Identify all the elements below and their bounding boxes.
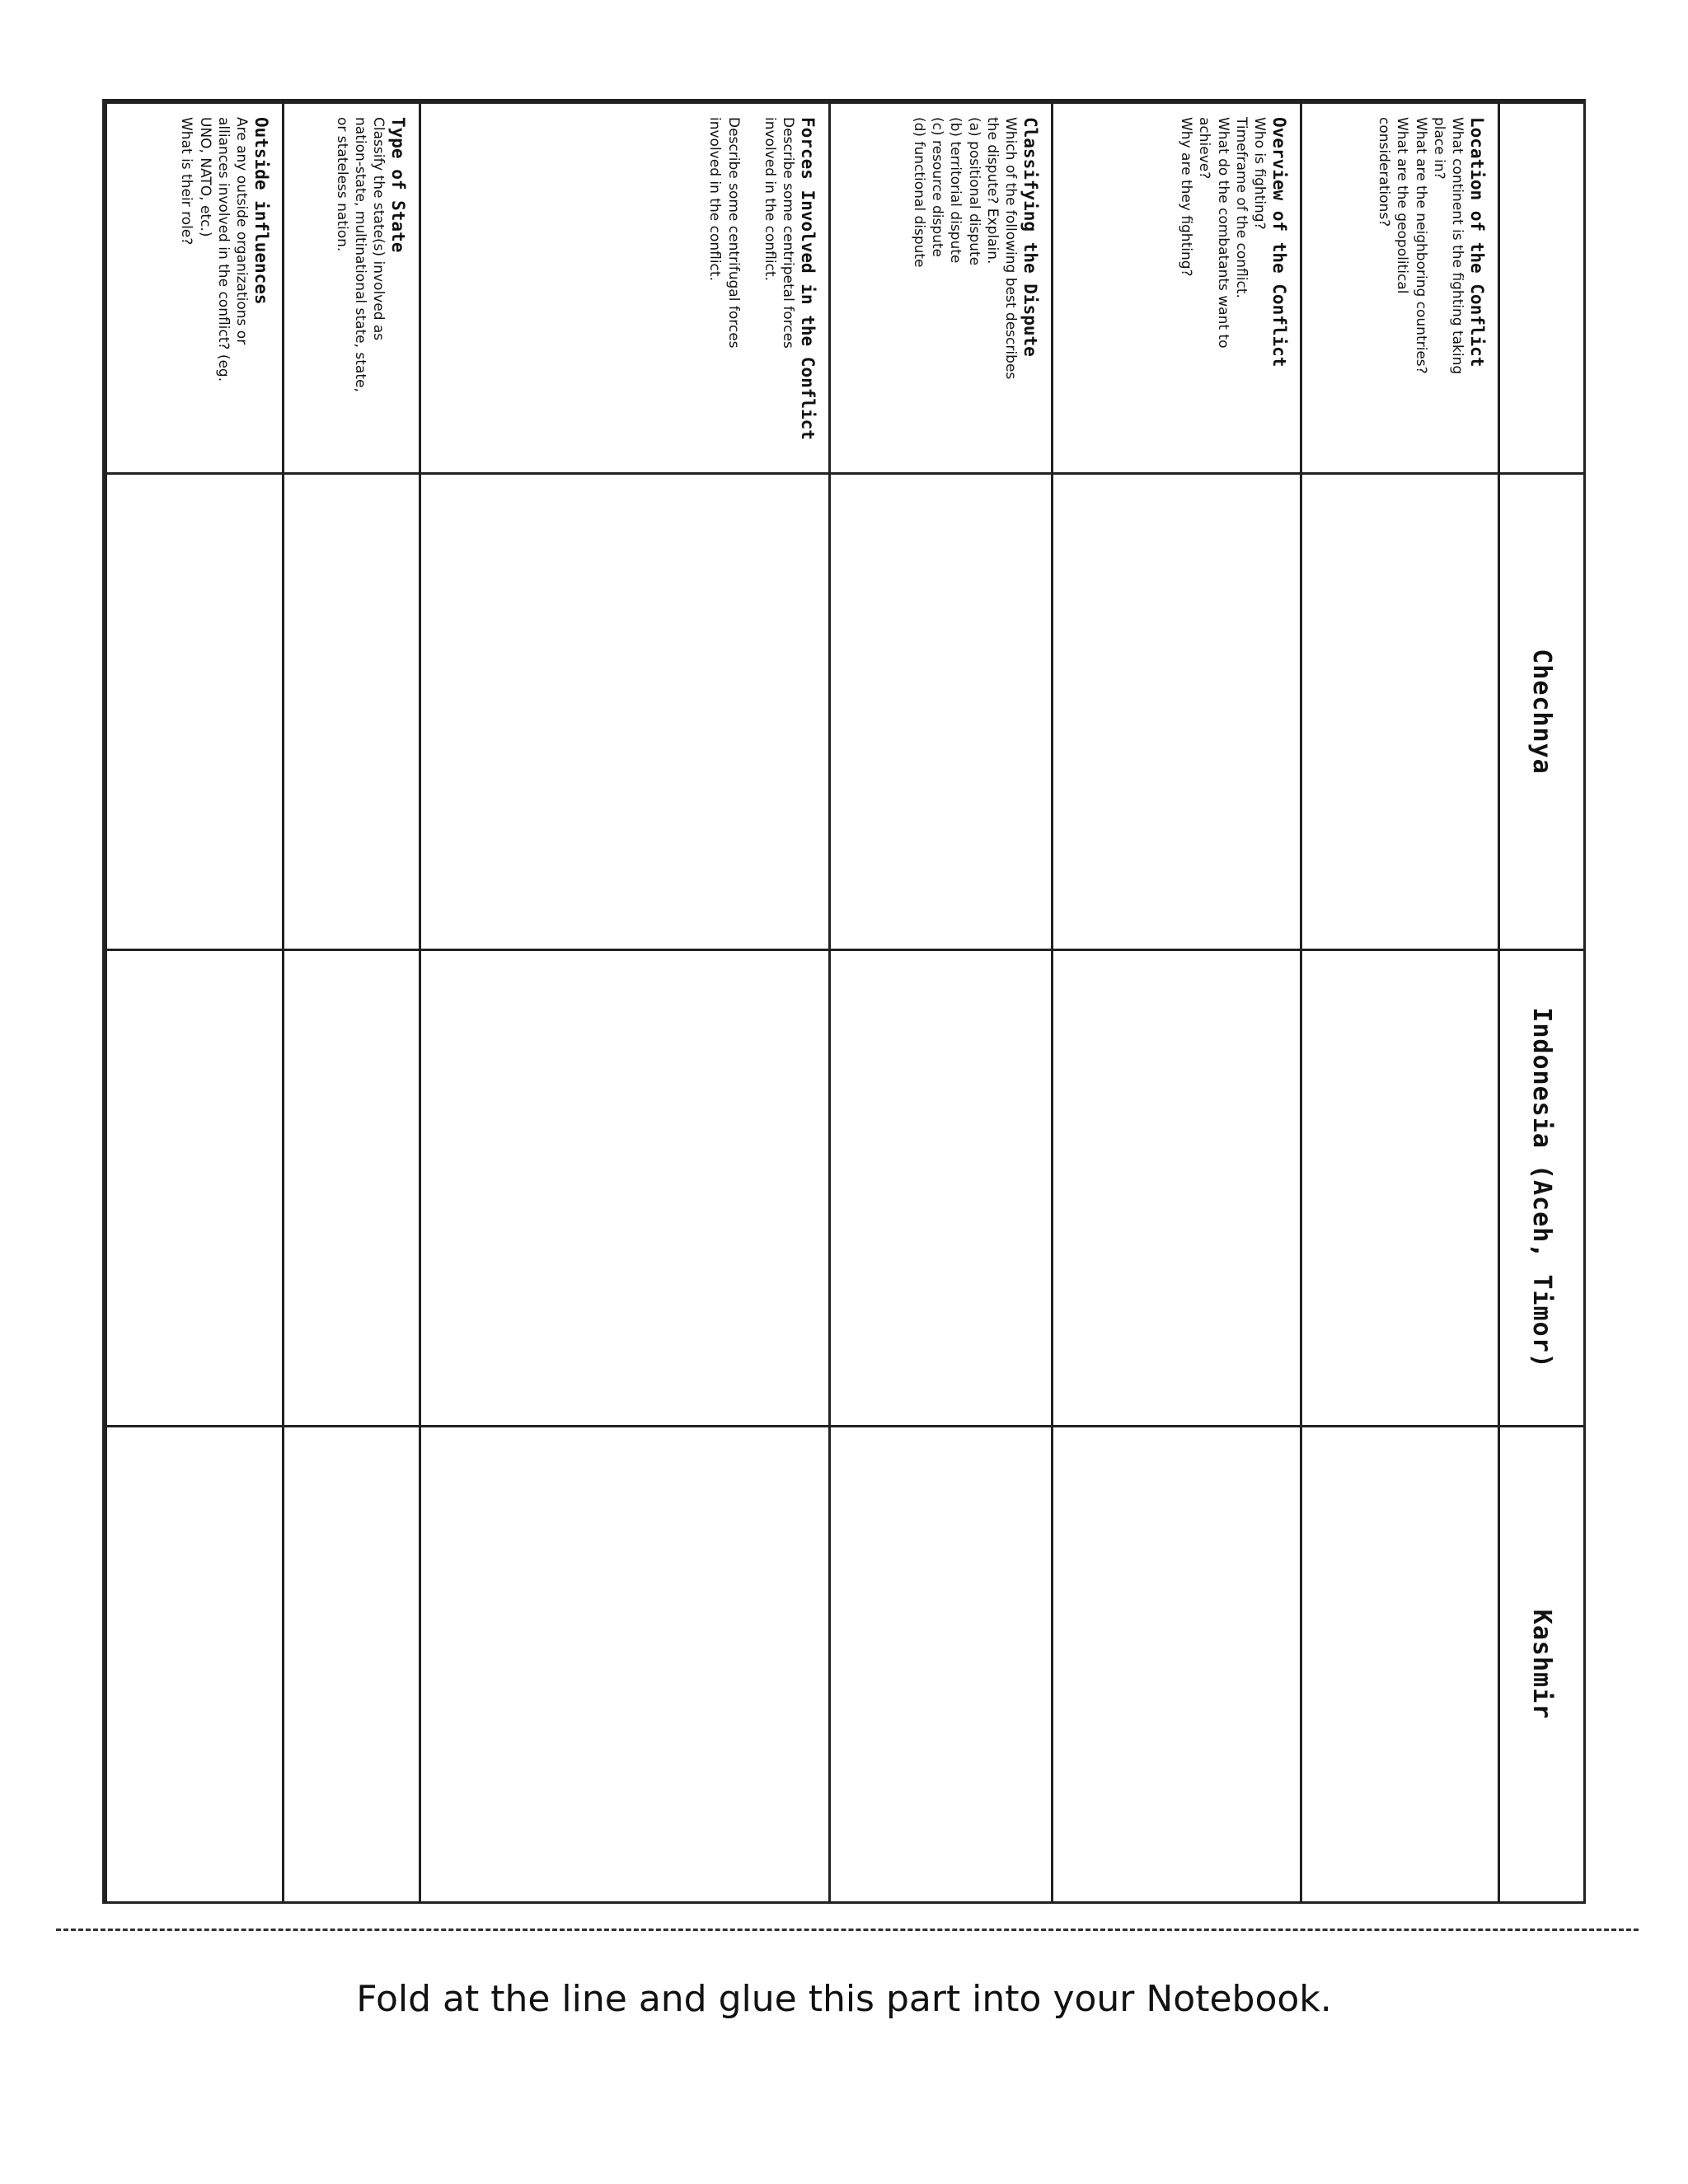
answer-cell-overview-indonesia[interactable] <box>1053 950 1301 1427</box>
row-prompt-line: Are any outside organizations or <box>232 117 250 345</box>
rotated-worksheet <box>102 101 1586 1906</box>
answer-cell-forces-kashmir[interactable] <box>420 1427 830 1903</box>
row-label-classify <box>830 103 1053 474</box>
row-prompt-line: Why are they fighting? <box>1178 117 1195 277</box>
answer-cell-classify-indonesia[interactable] <box>830 950 1053 1427</box>
row-prompt-line: Describe some centripetal forces <box>779 117 796 349</box>
row-label-type <box>284 103 420 474</box>
worksheet-table-frame <box>102 99 1586 1904</box>
row-prompt-line: Which of the following best describes <box>1001 117 1019 380</box>
row-title: Classifying the Dispute <box>1020 117 1040 357</box>
row-title: Outside influences <box>251 117 271 305</box>
row-prompt-line: Who is fighting? <box>1250 117 1268 230</box>
header-row <box>1499 103 1585 1903</box>
table-row-overview <box>1053 103 1301 1903</box>
answer-cell-outside-chechnya[interactable] <box>106 474 284 950</box>
spacer <box>743 117 761 459</box>
row-prompt-line: place in? <box>1430 117 1447 180</box>
fold-line <box>56 1929 1639 1931</box>
answer-cell-forces-indonesia[interactable] <box>420 950 830 1427</box>
row-prompt-line: What do the combatants want to <box>1214 117 1231 349</box>
answer-cell-location-chechnya[interactable] <box>1301 474 1499 950</box>
row-title: Overview of the Conflict <box>1269 117 1289 368</box>
answer-cell-location-kashmir[interactable] <box>1301 1427 1499 1903</box>
table-row-forces <box>420 103 830 1903</box>
answer-cell-location-indonesia[interactable] <box>1301 950 1499 1427</box>
answer-cell-classify-chechnya[interactable] <box>830 474 1053 950</box>
row-prompt-line: (c) resource dispute <box>929 117 946 258</box>
row-title: Location of the Conflict <box>1467 117 1487 368</box>
answer-cell-type-chechnya[interactable] <box>284 474 420 950</box>
answer-cell-type-kashmir[interactable] <box>284 1427 420 1903</box>
row-prompt-line: Classify the state(s) involved as <box>369 117 387 341</box>
answer-cell-outside-kashmir[interactable] <box>106 1427 284 1903</box>
row-prompt-line: (a) positional dispute <box>965 117 982 266</box>
row-prompt-line: Describe some centrifugal forces <box>724 117 742 349</box>
row-label-location <box>1301 103 1499 474</box>
table-row-location <box>1301 103 1499 1903</box>
row-prompt-line: nation-state, multinational state, state, <box>351 117 368 392</box>
conflict-comparison-table <box>105 101 1586 1904</box>
row-prompt-line: involved in the conflict. <box>761 117 778 281</box>
answer-cell-outside-indonesia[interactable] <box>106 950 284 1427</box>
answer-cell-type-indonesia[interactable] <box>284 950 420 1427</box>
table-row-classify <box>830 103 1053 1903</box>
row-prompt-line: the dispute? Explain. <box>983 117 1001 265</box>
row-prompt-line: (b) territorial dispute <box>947 117 964 264</box>
answer-cell-forces-chechnya[interactable] <box>420 474 830 950</box>
row-prompt-line: considerations? <box>1376 117 1393 227</box>
header-indonesia: Indonesia (Aceh, Timor) <box>1499 950 1585 1427</box>
header-kashmir: Kashmir <box>1499 1427 1585 1903</box>
row-label-outside <box>106 103 284 474</box>
row-prompt-line: What is their role? <box>178 117 195 246</box>
row-prompt-line: What are the geopolitical <box>1394 117 1411 294</box>
row-prompt-line: achieve? <box>1196 117 1213 180</box>
row-prompt-line: alliances involved in the conflict? (eg. <box>214 117 232 382</box>
row-prompt-line: UNO, NATO, etc.) <box>196 117 213 237</box>
row-prompt-line: involved in the conflict. <box>706 117 724 281</box>
row-prompt-line: What are the neighboring countries? <box>1412 117 1429 374</box>
table-row-outside <box>106 103 284 1903</box>
row-prompt-line: (d) functional dispute <box>911 117 928 268</box>
row-prompt-line: or stateless nation. <box>333 117 350 252</box>
row-label-forces <box>420 103 830 474</box>
row-prompt-line: Timeframe of the conflict. <box>1232 117 1250 298</box>
table-row-type <box>284 103 420 1903</box>
header-chechnya: Chechnya <box>1499 474 1585 950</box>
fold-instruction: Fold at the line and glue this part into your Notebook. <box>356 1978 1332 2020</box>
row-title: Forces Involved in the Conflict <box>798 117 818 440</box>
header-corner-cell <box>1499 103 1585 474</box>
answer-cell-overview-kashmir[interactable] <box>1053 1427 1301 1903</box>
row-title: Type of State <box>388 117 408 253</box>
answer-cell-classify-kashmir[interactable] <box>830 1427 1053 1903</box>
row-prompt-line: What continent is the fighting taking <box>1448 117 1465 375</box>
answer-cell-overview-chechnya[interactable] <box>1053 474 1301 950</box>
row-label-overview <box>1053 103 1301 474</box>
